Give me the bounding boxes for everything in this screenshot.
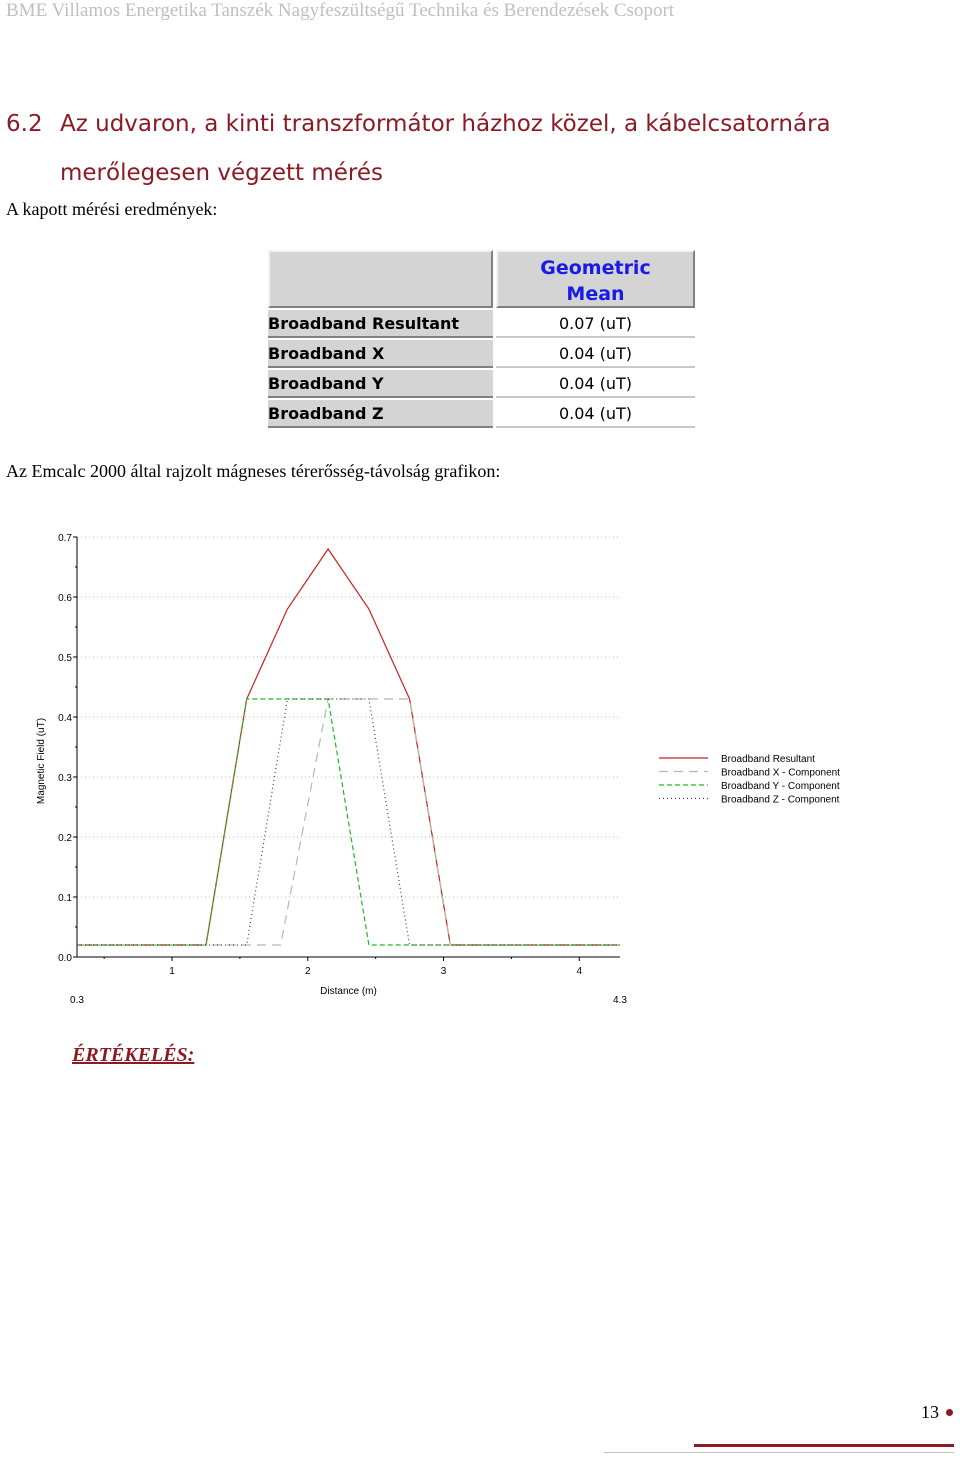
header-line2: Mean: [566, 283, 625, 305]
section-title-line1: Az udvaron, a kinti transzformátor házhoz közel, a kábelcsatornára: [60, 111, 831, 137]
row-value: 0.04 (uT): [496, 340, 695, 368]
y-tick-label: 0.7: [58, 533, 72, 544]
y-tick-label: 0.0: [58, 953, 72, 964]
legend-label: Broadband X - Component: [721, 767, 840, 779]
evaluation-heading: ÉRTÉKELÉS:: [72, 1044, 195, 1066]
section-heading-line1: [6, 100, 906, 149]
intro-text: A kapott mérési eredmények:: [6, 199, 218, 219]
results-table: [268, 250, 695, 428]
x-tick-label: 4: [576, 966, 583, 977]
section-number: 6.2: [6, 111, 43, 137]
section-title-line2: merőlegesen végzett mérés: [60, 160, 383, 186]
row-label: Broadband Z: [268, 400, 493, 428]
series-line: [77, 549, 620, 945]
page-number: 13: [921, 1402, 939, 1422]
table-row: [268, 370, 695, 400]
y-tick-label: 0.4: [58, 713, 72, 724]
y-tick-label: 0.5: [58, 653, 72, 664]
footer-rule: [604, 1452, 954, 1453]
header-line1: Geometric: [540, 257, 651, 279]
section-heading: [6, 100, 906, 198]
legend-label: Broadband Y - Component: [721, 781, 840, 792]
row-label: Broadband Y: [268, 370, 493, 398]
row-label: Broadband Resultant: [268, 310, 493, 338]
x-tick-label: 3: [440, 966, 447, 977]
legend-label: Broadband Z - Component: [721, 794, 840, 806]
y-tick-label: 0.6: [58, 593, 72, 604]
row-value: 0.04 (uT): [496, 400, 695, 428]
table-row: [268, 310, 695, 340]
running-header: BME Villamos Energetika Tanszék Nagyfeszültségű Technika és Berendezések Csoport: [6, 0, 675, 21]
x-tick-label: 1: [169, 966, 175, 977]
page-dot-icon: [946, 1409, 953, 1416]
results-header-blank: [268, 250, 493, 308]
y-tick-label: 0.1: [58, 893, 72, 904]
y-axis-title: Magnetic Field (uT): [36, 717, 47, 805]
table-row: [268, 340, 695, 370]
y-tick-label: 0.2: [58, 833, 72, 844]
x-axis-title: Distance (m): [320, 986, 377, 997]
row-value: 0.07 (uT): [496, 310, 695, 338]
magnetic-field-chart: [0, 520, 960, 1015]
x-range-start-label: 0.3: [70, 995, 84, 1006]
x-range-end-label: 4.3: [613, 995, 627, 1006]
table-row: [268, 400, 695, 430]
x-tick-label: 2: [304, 966, 311, 977]
results-header-geometric-mean: [496, 250, 695, 308]
row-value: 0.04 (uT): [496, 370, 695, 398]
series-line: [77, 699, 620, 945]
row-label: Broadband X: [268, 340, 493, 368]
chart-caption: Az Emcalc 2000 által rajzolt mágneses térerősség-távolság grafikon:: [6, 461, 501, 481]
y-tick-label: 0.3: [58, 773, 72, 784]
legend-label: Broadband Resultant: [721, 754, 815, 765]
footer-accent-line: [694, 1444, 954, 1447]
